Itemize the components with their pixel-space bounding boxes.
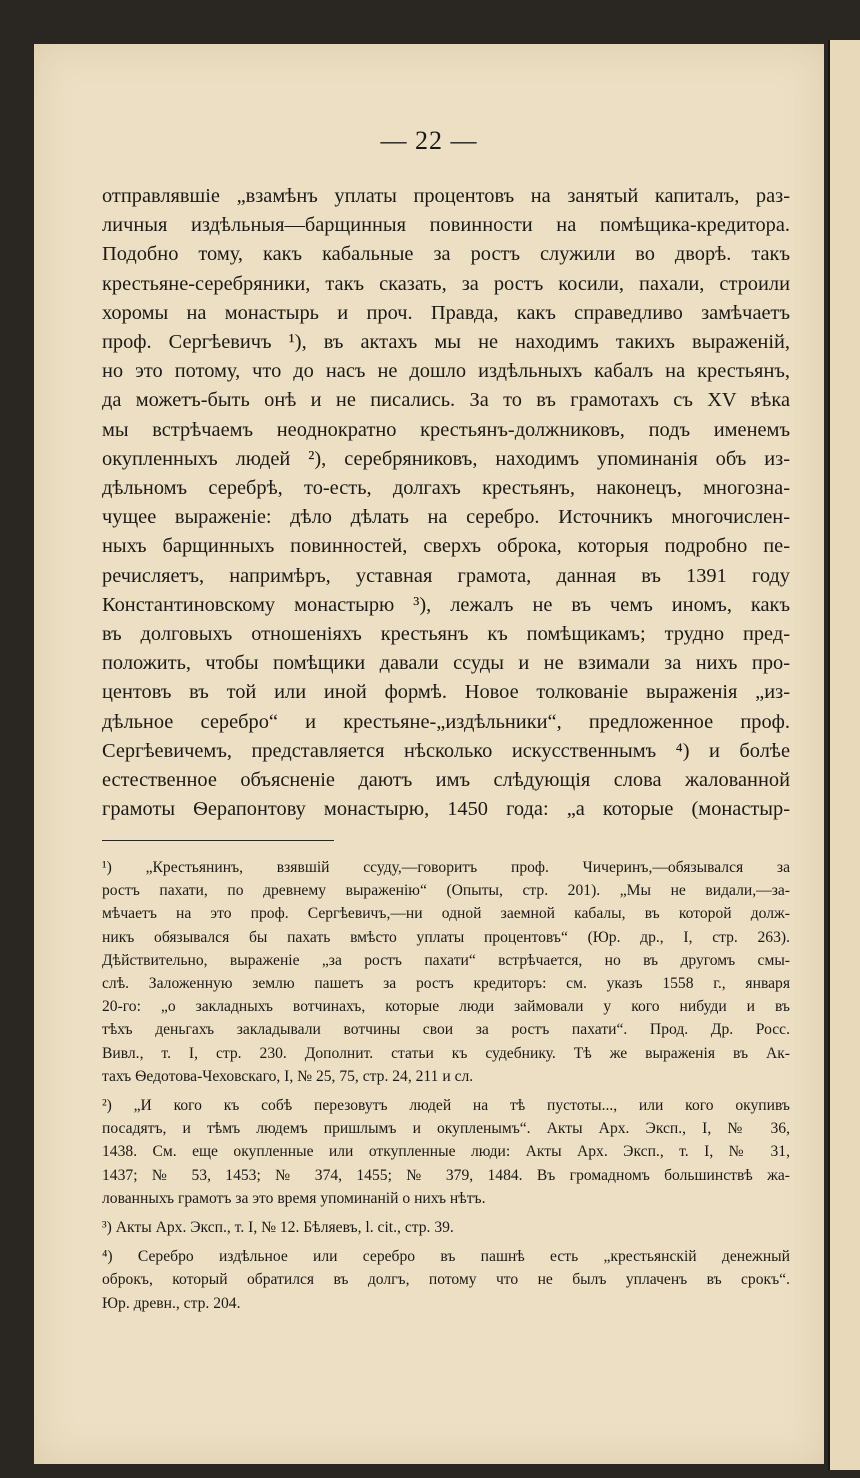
- main-text-block: [102, 182, 790, 824]
- text-line: крестьяне-серебряники, такъ сказать, за ростъ косили, пахали, строили: [102, 272, 790, 295]
- text-line: речисляетъ, напримѣръ, уставная грамота, данная въ 1391 году: [102, 564, 790, 587]
- footnote-line: Вивл., т. I, стр. 230. Дополнит. статьи къ судебнику. Тѣ же выраженія въ Ак-: [102, 1044, 790, 1062]
- footnote-line: Дѣйствительно, выраженіе „за ростъ пахати“ встрѣчается, но въ другомъ смы-: [102, 951, 790, 969]
- text-line: положить, чтобы помѣщики давали ссуды и не взимали за нихъ про-: [102, 652, 790, 675]
- text-line: отправлявшіе „взамѣнъ уплаты процентовъ на занятый капиталъ, раз-: [102, 185, 790, 207]
- footnote-line: оброкъ, который обратился въ долгъ, потому что не былъ уплаченъ въ срокъ“.: [102, 1271, 790, 1289]
- footnote-line: 1437; № 53, 1453; № 374, 1455; № 379, 1484. Въ громадномъ большинствѣ жа-: [102, 1166, 790, 1184]
- footnote-2: [102, 1094, 790, 1210]
- footnote-line: слѣ. Заложенную землю пашетъ за ростъ кредиторъ: см. указъ 1558 г., января: [102, 975, 790, 993]
- text-line: центовъ въ той или иной формѣ. Новое толкованіе выраженія „из-: [102, 681, 790, 704]
- footnotes-block: [102, 856, 790, 1315]
- text-line: грамоты Ѳерапонтову монастырю, 1450 года: „а которые (монастыр-: [102, 798, 790, 821]
- footnote-line: 1438. См. еще окупленные или откупленные люди: Акты Арх. Эксп., т. I, № 31,: [102, 1143, 790, 1161]
- text-line: ныхъ барщинныхъ повинностей, сверхъ оброка, которыя подробно пе-: [102, 535, 790, 558]
- footnote-4: [102, 1245, 790, 1315]
- footnote-line: 20-го: „о закладныхъ вотчинахъ, которые люди займовали у кого нибуди и въ: [102, 998, 790, 1016]
- footnote-line: посадятъ, и тѣмъ людемъ пришлымъ и окупленымъ“. Акты Арх. Эксп., I, № 36,: [102, 1120, 790, 1138]
- text-line: хоромы на монастырь и проч. Правда, какъ справедливо замѣчаетъ: [102, 301, 790, 324]
- footnote-3: [102, 1216, 790, 1239]
- text-line: проф. Сергѣевичъ ¹), въ актахъ мы не находимъ такихъ выраженій,: [102, 331, 790, 354]
- text-line: Сергѣевичемъ, представляется нѣсколько искусственнымъ ⁴) и болѣе: [102, 739, 790, 762]
- text-line: дѣльное серебро“ и крестьяне-„издѣльники“, предложенное проф.: [102, 710, 790, 733]
- footnote-line: тѣхъ деньгахъ закладывали вотчины свои за ростъ пахати“. Прод. Др. Росс.: [102, 1021, 790, 1039]
- footnote-line: ростъ пахати, по древнему выраженію“ (Опыты, стр. 201). „Мы не видали,—за-: [102, 882, 790, 900]
- text-line: чущее выраженіе: дѣло дѣлать на серебро. Источникъ многочислен-: [102, 506, 790, 529]
- footnote-1: [102, 856, 790, 1088]
- text-line: личныя издѣльныя—барщинныя повинности на помѣщика-кредитора.: [102, 214, 790, 237]
- text-line: Подобно тому, какъ кабальные за ростъ служили во дворѣ. такъ: [102, 243, 790, 266]
- book-page: [34, 44, 824, 1464]
- footnote-line: никъ обязывался бы пахать вмѣсто уплаты процентовъ“ (Юр. др., I, стр. 263).: [102, 928, 790, 946]
- text-line: дѣльномъ серебрѣ, то-есть, долгахъ крестьянъ, наконецъ, многозна-: [102, 477, 790, 500]
- footnote-line: тахъ Ѳедотова-Чеховскаго, I, № 25, 75, стр. 24, 211 и сл.: [102, 1067, 474, 1085]
- page-number: — 22 —: [380, 126, 478, 155]
- footnote-line: ⁴) Серебро издѣльное или серебро въ пашнѣ есть „крестьянскій денежный: [102, 1248, 790, 1266]
- adjacent-page-edge: [828, 40, 860, 1470]
- footnote-line: мѣчаетъ на это проф. Сергѣевичъ,—ни одной заемной кабалы, въ которой долж-: [102, 905, 790, 923]
- text-line: окупленныхъ людей ²), серебряниковъ, находимъ упоминанія объ из-: [102, 447, 790, 470]
- footnote-separator: [102, 840, 334, 841]
- text-line: естественное объясненіе даютъ имъ слѣдующія слова жалованной: [102, 769, 790, 792]
- footnote-line: ²) „И кого къ собѣ перезовутъ людей на тѣ пустоты..., или кого окупивъ: [102, 1097, 790, 1115]
- text-line: но это потому, что до насъ не дошло издѣльныхъ кабалъ на крестьянъ,: [102, 360, 790, 383]
- footnote-line: Юр. древн., стр. 204.: [102, 1294, 241, 1312]
- text-line: мы встрѣчаемъ неоднократно крестьянъ-должниковъ, подъ именемъ: [102, 418, 790, 441]
- footnote-line: лованныхъ грамотъ за это время упоминаній о нихъ нѣтъ.: [102, 1189, 486, 1207]
- footnote-line: ³) Акты Арх. Эксп., т. I, № 12. Бѣляевъ, l. cit., стр. 39.: [102, 1219, 454, 1237]
- footnote-line: ¹) „Крестьянинъ, взявшій ссуду,—говоритъ проф. Чичеринъ,—обязывался за: [102, 859, 790, 876]
- text-line: да можетъ-быть онѣ и не писались. За то въ грамотахъ съ XV вѣка: [102, 389, 790, 412]
- text-line: въ долговыхъ отношеніяхъ крестьянъ къ помѣщикамъ; трудно пред-: [102, 623, 790, 646]
- text-line: Константиновскому монастырю ³), лежалъ не въ чемъ иномъ, какъ: [102, 593, 790, 616]
